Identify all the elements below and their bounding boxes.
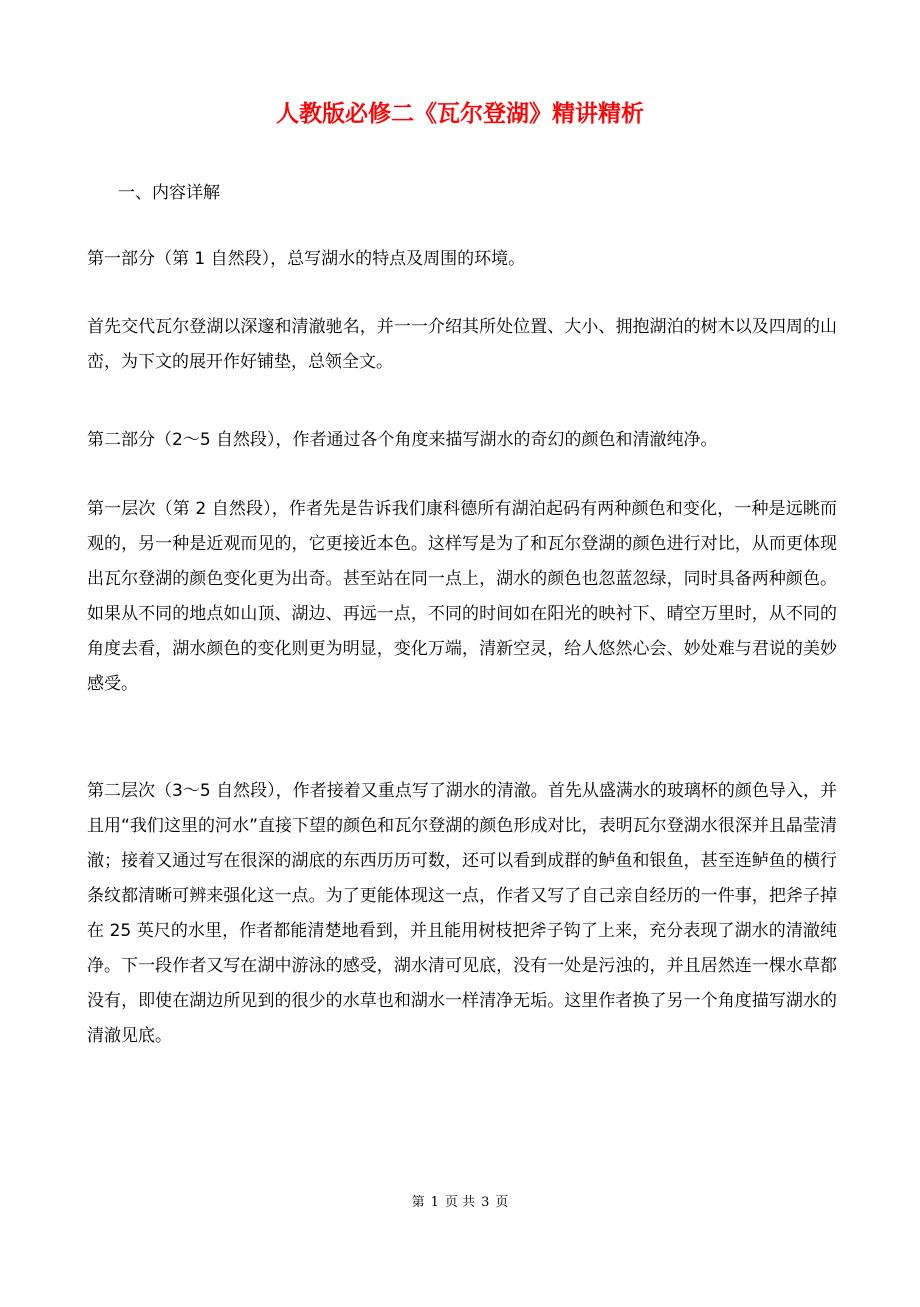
section-heading: 一、内容详解 [118,183,220,203]
page-footer [0,1191,920,1215]
document-title: 人教版必修二《瓦尔登湖》精讲精析 [276,101,644,127]
paragraph-layer-one: 第一层次（第 2 自然段），作者先是告诉我们康科德所有湖泊起码有两种颜色和变化，一种是远眺而观的，另一种是近观而见的，它更接近本色。这样写是为了和瓦尔登湖的颜色进行对比，从而更体现出瓦尔登湖的颜色变化更为出奇。甚至站在同一点上，湖水的颜色也忽蓝忽绿，同时具备两种颜色。如果从不同的地点如山顶、湖边、再远一点，不同的时间如在阳光的映衬下、晴空万里时，从不同的角度去看，湖水颜色的变化则更为明显，变化万端，清新空灵，给人悠然心会、妙处难与君说的美妙感受。 [87,499,837,694]
paragraph-part-two: 第二部分（2～5 自然段），作者通过各个角度来描写湖水的奇幻的颜色和清澈纯净。 [87,430,718,450]
footer-page-number: 1 [430,1195,439,1210]
paragraph-intro: 首先交代瓦尔登湖以深邃和清澈驰名，并一一介绍其所处位置、大小、拥抱湖泊的树木以及四周的山峦，为下文的展开作好铺垫，总领全文。 [87,317,837,372]
footer-middle: 页 共 [444,1195,476,1210]
footer-prefix: 第 [411,1195,425,1210]
paragraph-layer-two: 第二层次（3～5 自然段），作者接着又重点写了湖水的清澈。首先从盛满水的玻璃杯的颜色导入，并且用“我们这里的河水”直接下望的颜色和瓦尔登湖的颜色形成对比，表明瓦尔登湖水很深并且晶莹清澈；接着又通过写在很深的湖底的东西历历可数，还可以看到成群的鲈鱼和银鱼，甚至连鲈鱼的横行条纹都清晰可辨来强化这一点。为了更能体现这一点，作者又写了自己亲自经历的一件事，把斧子掉在 25 英尺的水里，作者都能清楚地看到，并且能用树枝把斧子钩了上来，充分表现了湖水的清澈纯净。下一段作者又写在湖中游泳的感受，湖水清可见底，没有一处是污浊的，并且居然连一棵水草都没有，即使在湖边所见到的很少的水草也和湖水一样清净无垢。这里作者换了另一个角度描写湖水的清澈见底。 [87,781,838,1046]
paragraph-part-one: 第一部分（第 1 自然段），总写湖水的特点及周围的环境。 [87,249,526,269]
footer-suffix: 页 [495,1195,509,1210]
footer-total-pages: 3 [481,1195,490,1210]
